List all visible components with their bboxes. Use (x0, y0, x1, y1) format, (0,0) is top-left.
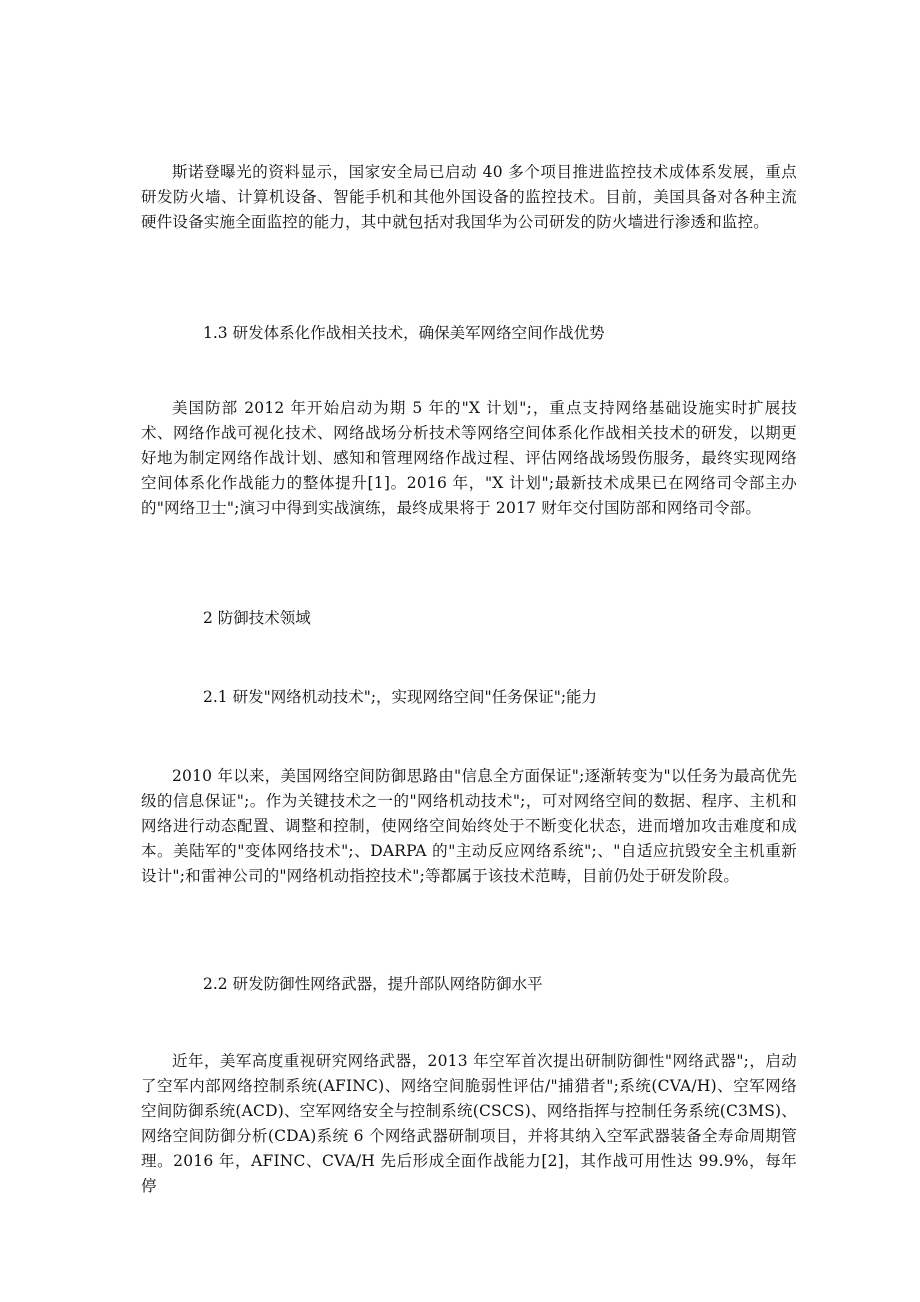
section-heading-2-2: 2.2 研发防御性网络武器，提升部队网络防御水平 (203, 975, 543, 993)
section-heading-2-1: 2.1 研发"网络机动技术";，实现网络空间"任务保证";能力 (203, 688, 598, 706)
paragraph-snowden-surveillance: 斯诺登曝光的资料显示，国家安全局已启动 40 多个项目推进监控技术成体系发展，重点研发防火墙、计算机设备、智能手机和其他外国设备的监控技术。目前，美国具备对各种主流硬件设备实施全面监控的能力，其中就包括对我国华为公司研发的防火墙进行渗透和监控。 (141, 163, 797, 231)
paragraph-cyber-maneuver: 2010 年以来，美国网络空间防御思路由"信息全方面保证";逐渐转变为"以任务为最高优先级的信息保证";。作为关键技术之一的"网络机动技术";，可对网络空间的数据、程序、主机和网络进行动态配置、调整和控制，使网络空间始终处于不断变化状态，进而增加攻击难度和成本。美陆军的"变体网络技术";、DARPA 的"主动反应网络系统";、"自适应抗毁安全主机重新设计";和雷神公司的"网络机动指控技术";等都属于该技术范畴，目前仍处于研发阶段。 (141, 767, 797, 885)
section-heading-1-3: 1.3 研发体系化作战相关技术，确保美军网络空间作战优势 (203, 324, 605, 342)
paragraph-cyber-weapons: 近年，美军高度重视研究网络武器，2013 年空军首次提出研制防御性"网络武器";，启动了空军内部网络控制系统(AFINC)、网络空间脆弱性评估/"捕猎者";系统(CVA/H)、空军网络空间防御系统(ACD)、空军网络安全与控制系统(CSCS)、网络指挥与控制任务系统(C3MS)、网络空间防御分析(CDA)系统 6 个网络武器研制项目，并将其纳入空军武器装备全寿命周期管理。2016 年，AFINC、CVA/H 先后形成全面作战能力[2]，其作战可用性达 99.9%，每年停 (141, 1052, 797, 1195)
paragraph-plan-x: 美国防部 2012 年开始启动为期 5 年的"X 计划";，重点支持网络基础设施实时扩展技术、网络作战可视化技术、网络战场分析技术等网络空间体系化作战相关技术的研发，以期更好地为制定网络作战计划、感知和管理网络作战过程、评估网络战场毁伤服务，最终实现网络空间体系化作战能力的整体提升[1]。2016 年，"X 计划";最新技术成果已在网络司令部主办的"网络卫士";演习中得到实战演练，最终成果将于 2017 财年交付国防部和网络司令部。 (141, 399, 797, 517)
section-heading-2: 2 防御技术领域 (203, 609, 311, 627)
